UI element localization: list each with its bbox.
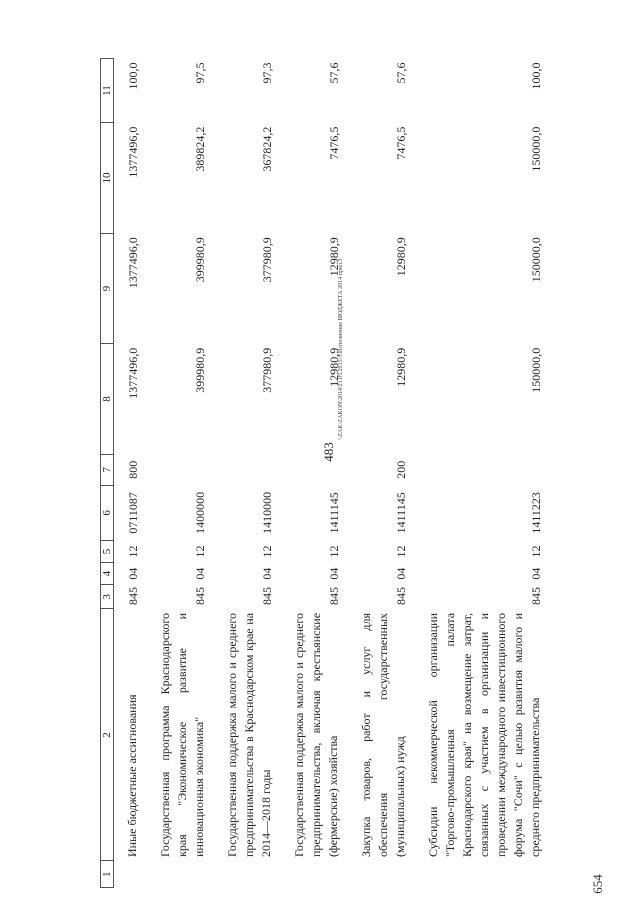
code-vr (281, 454, 348, 485)
code-pr: 12 (193, 545, 207, 558)
column-header: 6 (101, 485, 114, 540)
value-col11: 100,0 (126, 62, 140, 90)
table-row (348, 59, 415, 888)
value-col11: 57,6 (327, 62, 341, 84)
footer-file-path: \\ZAK\ZAKON\2014\21.05.2015\5\Исполнение БЮДЖЕТА 2014 прил.3 (338, 258, 344, 440)
code-vr (415, 454, 550, 485)
code-pr: 12 (126, 545, 140, 558)
value-col9: 12980,9 (394, 237, 408, 277)
code-csr: 1410000 (260, 491, 274, 534)
value-col9: 1377496,0 (126, 237, 140, 289)
code-pr: 12 (529, 545, 543, 558)
code-pr: 12 (327, 545, 341, 558)
page-number-bottom: 654 (590, 874, 605, 894)
code-csr: 1411145 (394, 492, 408, 534)
value-col10: 150000,0 (529, 126, 543, 172)
column-header: 4 (101, 563, 114, 585)
column-header: 10 (101, 123, 114, 234)
table-row (114, 59, 148, 888)
code-vr (214, 454, 281, 485)
code-rz: 04 (327, 567, 341, 580)
table-row (214, 59, 281, 888)
code-rz: 04 (193, 567, 207, 580)
value-col10: 1377496,0 (126, 126, 140, 178)
code-vr: 200 (394, 460, 408, 479)
column-header: 8 (101, 344, 114, 455)
page-number-top: 483 (321, 442, 336, 462)
value-col9: 12980,9 (327, 237, 341, 277)
value-col8: 399980,9 (193, 347, 207, 393)
value-col8: 377980,9 (260, 347, 274, 393)
table-row (415, 59, 550, 888)
code-csr: 1411145 (327, 492, 341, 534)
code-pr: 12 (260, 545, 274, 558)
code-ved: 845 (193, 586, 207, 605)
value-col10: 7476,5 (394, 126, 408, 160)
code-ved: 845 (260, 586, 274, 605)
column-number-header-row (101, 59, 114, 888)
row-name: Государственная поддержка малого и среднего предпринимательства, включая крестьянские (фермерские) хозяйства (292, 612, 340, 857)
code-ved: 845 (394, 586, 408, 605)
column-header: 11 (101, 59, 114, 123)
code-rz: 04 (529, 567, 543, 580)
code-rz: 04 (126, 567, 140, 580)
value-col10: 367824,2 (260, 126, 274, 172)
value-col11: 97,5 (193, 62, 207, 84)
row-name: Государственная программа Краснодарского края "Экономическое развитие и инновационная экономика" (158, 612, 206, 857)
table-row (147, 59, 214, 888)
value-col8: 12980,9 (394, 347, 408, 387)
value-col8: 150000,0 (529, 347, 543, 393)
row-name: Иные бюджетные ассигнования (125, 694, 139, 857)
code-vr (147, 454, 214, 485)
row-name: Государственная поддержка малого и среднего предпринимательства в Краснодарском крае на 2014—2018 годы (225, 612, 273, 857)
code-csr: 1400000 (193, 491, 207, 534)
value-col8: 12980,9 (327, 347, 341, 387)
code-csr: 1411223 (529, 492, 543, 534)
column-header: 3 (101, 585, 114, 609)
code-ved: 845 (126, 586, 140, 605)
value-col11: 100,0 (529, 62, 543, 90)
table-row (281, 59, 348, 888)
column-header: 7 (101, 454, 114, 485)
budget-table-rotated (100, 58, 607, 888)
value-col11: 57,6 (394, 62, 408, 84)
column-header: 2 (101, 609, 114, 861)
row-name: Закупка товаров, работ и услуг для обеспечения государственных (муниципальных) нужд (359, 612, 407, 857)
value-col10: 389824,2 (193, 126, 207, 172)
budget-table (100, 58, 550, 888)
code-rz: 04 (394, 567, 408, 580)
value-col8: 1377496,0 (126, 347, 140, 399)
code-ved: 845 (327, 586, 341, 605)
code-ved: 845 (529, 586, 543, 605)
value-col9: 399980,9 (193, 237, 207, 283)
code-rz: 04 (260, 567, 274, 580)
column-header: 9 (101, 233, 114, 344)
row-name: Субсидии некоммерческой организации "Торгово-промышленная палата Краснодарского края" на возмещение затрат, связанных с участием в организации и проведении международного инвестиционного форума "Сочи" с целью развития малого и среднего предпринимательства (426, 612, 542, 857)
code-csr: 0711087 (126, 492, 140, 534)
value-col11: 97,3 (260, 62, 274, 84)
value-col9: 377980,9 (260, 237, 274, 283)
column-header: 5 (101, 540, 114, 562)
value-col9: 150000,0 (529, 237, 543, 283)
code-pr: 12 (394, 545, 408, 558)
column-header: 1 (101, 861, 114, 888)
code-vr: 800 (126, 460, 140, 479)
value-col10: 7476,5 (327, 126, 341, 160)
